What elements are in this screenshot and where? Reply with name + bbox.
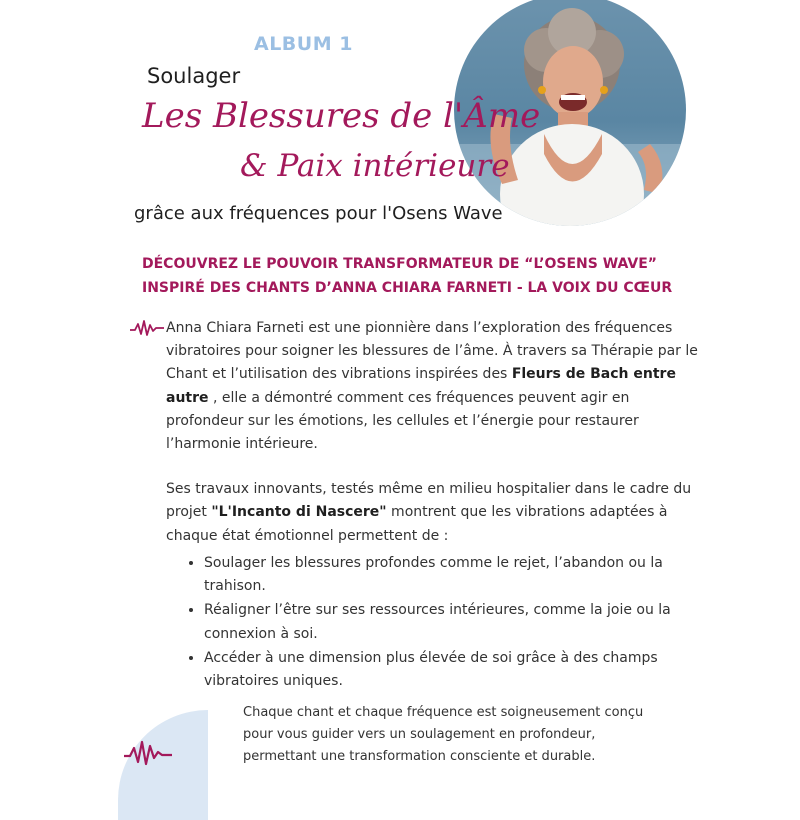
- list-item: • Soulager les blessures profondes comme le rejet, l’abandon ou la trahison.: [204, 552, 724, 598]
- paragraph-intro-bold: Fleurs de Bach entre autre: [166, 366, 676, 406]
- kicker-text: Soulager: [147, 64, 241, 88]
- section-heading-line1: DÉCOUVREZ LE POUVOIR TRANSFORMATEUR DE “L’OSENS WAVE”: [142, 256, 657, 272]
- sound-wave-icon: [124, 738, 172, 768]
- paragraph-intro-text-end: , elle a démontré comment ces fréquences peuvent agir en profondeur sur les émotions, les cellules et l’énergie pour restaurer l’harmonie intérieure.: [166, 389, 639, 453]
- body-text: [166, 317, 706, 548]
- closing-note: Chaque chant et chaque fréquence est soigneusement conçu pour vous guider vers un soulagement en profondeur, permettant une transformation consciente et durable.: [243, 705, 644, 764]
- paragraph-intro: [166, 317, 706, 456]
- paragraph-intro-text: Anna Chiara Farneti est une pionnière dans l’exploration des fréquences vibratoires pour soigner les blessures de l’âme. À travers sa Thérapie par le Chant et l’utilisation des vibrations inspirées des: [166, 320, 698, 383]
- script-title-line1: Les Blessures de l'Âme: [142, 96, 541, 136]
- album-label: ALBUM 1: [254, 33, 353, 55]
- section-heading-line2: INSPIRÉ DES CHANTS D’ANNA CHIARA FARNETI - LA VOIX DU CŒUR: [142, 280, 673, 296]
- paragraph-research-bold: "L'Incanto di Nascere": [211, 504, 387, 521]
- list-item: • Réaligner l’être sur ses ressources intérieures, comme la joie ou la connexion à soi.: [204, 599, 724, 645]
- paragraph-research-text-end: montrent que les vibrations adaptées à chaque état émotionnel permettent de :: [166, 504, 668, 544]
- list-item: • Accéder à une dimension plus élevée de soi grâce à des champs vibratoires uniques.: [204, 647, 724, 693]
- subtitle: grâce aux fréquences pour l'Osens Wave: [134, 203, 503, 224]
- benefit-list: [166, 552, 724, 694]
- sound-wave-icon: [130, 318, 164, 338]
- script-title-line2: & Paix intérieure: [240, 148, 510, 184]
- section-heading: [142, 252, 702, 300]
- paragraph-research-text: Ses travaux innovants, testés même en milieu hospitalier dans le cadre du projet: [166, 481, 692, 521]
- paragraph-research: [166, 478, 706, 548]
